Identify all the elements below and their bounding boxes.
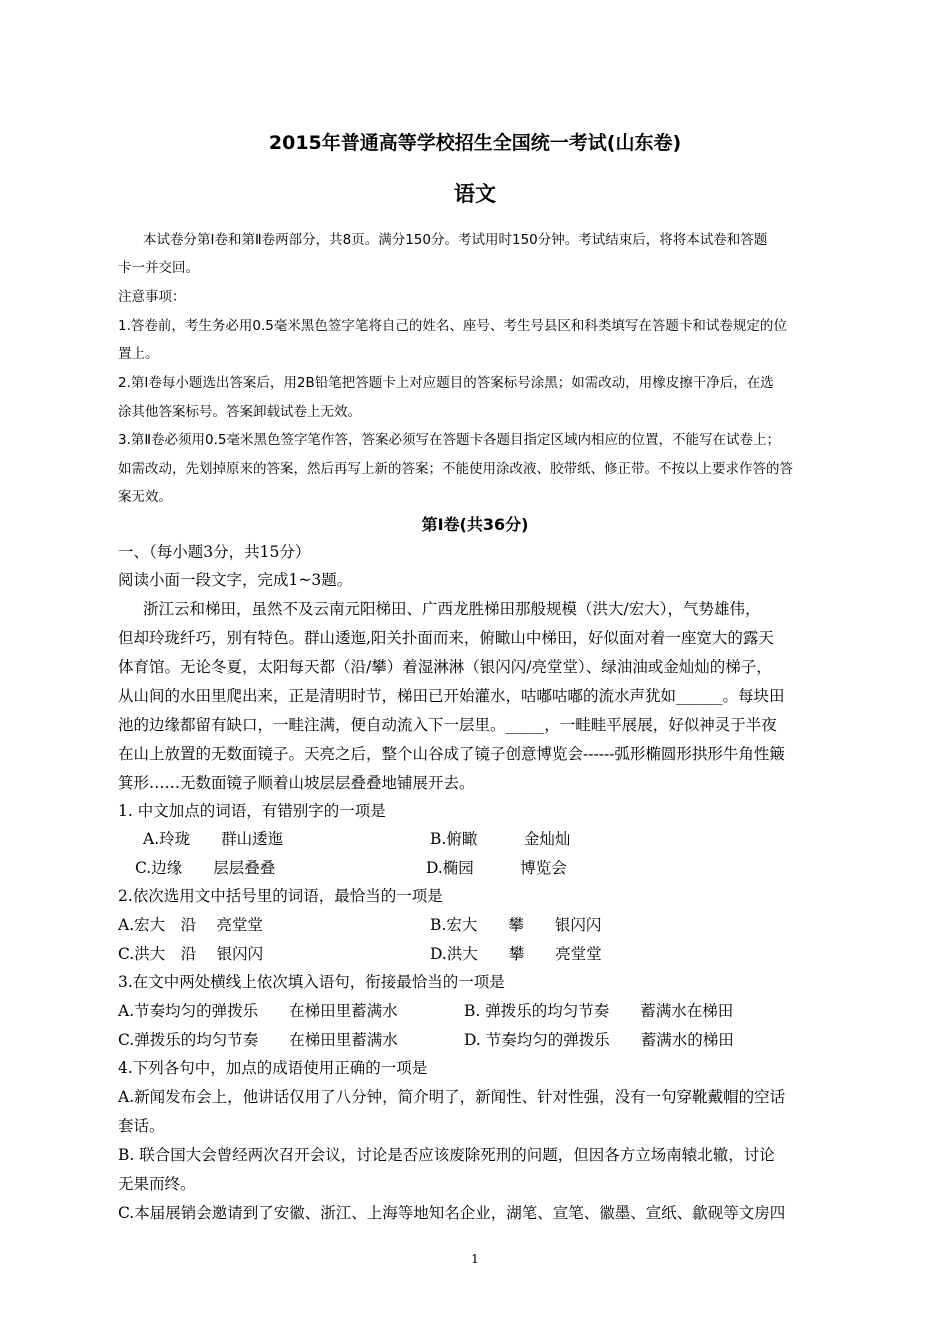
intro-line: 本试卷分第Ⅰ卷和第Ⅱ卷两部分，共8页。满分150分。考试用时150分钟。考试结束后，将将本试卷和答题 [143,232,768,248]
option-b: B. 弹拨乐的均匀节奏 蓄满水在梯田 [464,1002,734,1020]
option-a-cont: 套话。 [118,1117,165,1135]
option-c: C.本届展销会邀请到了安徽、浙江、上海等地知名企业，湖笔、宣笔、徽墨、宣纸、歙砚等文房四 [118,1204,786,1222]
note-line: 1.答卷前，考生务必用0.5毫米黑色签字笔将自己的姓名、座号、考生号县区和科类填写在答题卡和试卷规定的位 [118,318,787,334]
part-heading: 一、（每小题3分，共15分） [118,543,311,561]
option-c: C.边缘 层层叠叠 [135,859,276,877]
option-d: D.洪大 攀 亮堂堂 [430,945,602,963]
note-line: 3.第Ⅱ卷必须用0.5毫米黑色签字笔作答，答案必须写在答题卡各题目指定区域内相应的位置，不能写在试卷上； [118,432,780,448]
passage-line: 体育馆。无论冬夏，太阳每天都（沿/攀）着湿淋淋（银闪闪/亮堂堂）、绿油油或金灿灿的梯子， [118,658,772,676]
option-b: B.宏大 攀 银闪闪 [430,916,602,934]
passage-line: 浙江云和梯田，虽然不及云南元阳梯田、广西龙胜梯田那般规模（洪大/宏大），气势雄伟， [143,600,761,618]
question-stem: 1. 中文加点的词语，有错别字的一项是 [118,802,386,820]
option-c: C.洪大 沿 银闪闪 [118,945,264,963]
note-line: 涂其他答案标号。答案卸载试卷上无效。 [118,404,361,420]
part-instruction: 阅读小面一段文字，完成1~3题。 [118,571,353,589]
passage-line: 但却玲珑纤巧，别有特色。群山逶迤,阳关扑面而来，俯瞰山中梯田，好似面对着一座宽大的露天 [118,629,774,647]
question-stem: 3.在文中两处横线上依次填入语句，衔接最恰当的一项是 [118,973,505,991]
note-line: 置上。 [118,346,159,362]
passage-line: 池的边缘都留有缺口，一畦注满，便自动流入下一层里。_____，一畦畦平展展，好似神灵于半夜 [118,716,777,734]
passage-line: 在山上放置的无数面镜子。天亮之后，整个山谷成了镜子创意博览会------弧形椭圆形拱形牛角性簸 [118,745,785,763]
note-line: 如需改动，先划掉原来的答案，然后再写上新的答案；不能使用涂改液、胶带纸、修正带。不按以上要求作答的答 [118,461,793,477]
subject-title: 语文 [454,182,496,206]
option-a: A.宏大 沿 亮堂堂 [118,916,264,934]
option-a: A.玲珑 群山逶迤 [143,830,284,848]
question-stem: 4.下列各句中，加点的成语使用正确的一项是 [118,1059,428,1077]
option-d: D. 节奏均匀的弹拨乐 蓄满水的梯田 [464,1031,734,1049]
intro-line: 卡一并交回。 [118,260,199,276]
option-b: B.俯瞰 金灿灿 [430,830,571,848]
notes-heading: 注意事项： [118,289,186,305]
option-a: A.节奏均匀的弹拨乐 在梯田里蓄满水 [118,1002,398,1020]
option-d: D.椭园 博览会 [426,859,567,877]
option-b: B. 联合国大会曾经两次召开会议，讨论是否应该废除死刑的问题，但因各方立场南辕北辙，讨论 [118,1146,775,1164]
note-line: 2.第Ⅰ卷每小题选出答案后，用2B铅笔把答题卡上对应题目的答案标号涂黑；如需改动，用橡皮擦干净后，在选 [118,375,774,391]
passage-line: 箕形……无数面镜子顺着山坡层层叠叠地铺展开去。 [118,774,475,792]
question-stem: 2.依次选用文中括号里的词语，最恰当的一项是 [118,887,443,905]
page-number: 1 [471,1252,479,1266]
option-a: A.新闻发布会上，他讲话仅用了八分钟，简介明了，新闻性、针对性强，没有一句穿靴戴帽的空话 [118,1088,786,1106]
note-line: 案无效。 [118,489,172,505]
passage-line: 从山间的水田里爬出来，正是清明时节，梯田已开始灌水，咕嘟咕嘟的流水声犹如______。每块田 [118,687,785,705]
option-b-cont: 无果而终。 [118,1175,196,1193]
section-title: 第Ⅰ卷(共36分) [421,515,529,534]
option-c: C.弹拨乐的均匀节奏 在梯田里蓄满水 [118,1031,398,1049]
exam-title: 2015年普通高等学校招生全国统一考试(山东卷) [268,132,682,154]
